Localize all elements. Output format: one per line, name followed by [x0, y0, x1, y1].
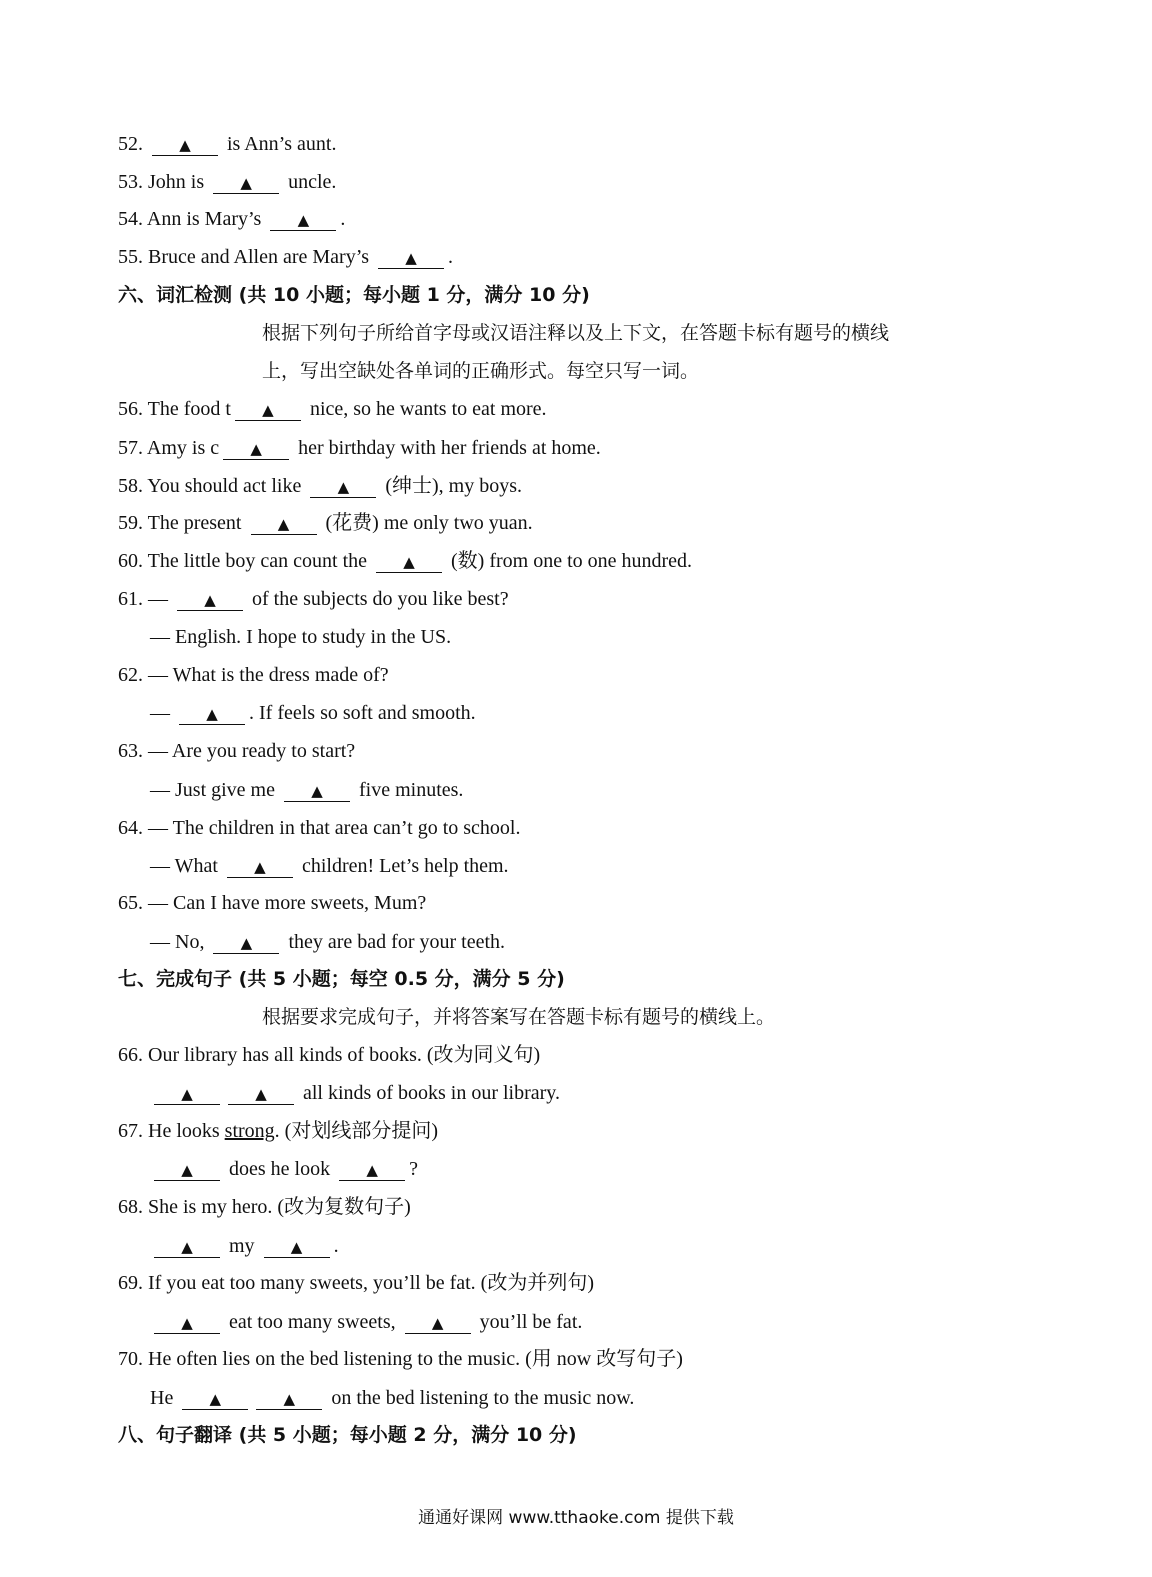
line-q55 [118, 244, 453, 270]
line-text: . [333, 1235, 339, 1257]
triangle-marker-icon: ▲ [283, 1390, 296, 1408]
line-text: nice, so he wants to eat more. [304, 398, 547, 420]
line-text: 69. If you eat too many sweets, you’ll be fat. (改为并列句) [118, 1272, 595, 1294]
line-text: 64. — The children in that area can’t go to school. [118, 817, 521, 839]
triangle-marker-icon: ▲ [204, 591, 216, 609]
line-q70a [150, 1385, 634, 1411]
line-text: 57. Amy is c [118, 437, 220, 459]
answer-blank [339, 1159, 405, 1181]
triangle-marker-icon: ▲ [254, 858, 266, 876]
line-text: . [448, 246, 454, 268]
line-text: (共 5 小题；每空 0.5 分，满分 5 分) [232, 968, 565, 990]
answer-blank [227, 856, 293, 878]
line-sec6-ins1 [262, 320, 889, 346]
line-text: you’ll be fat. [474, 1311, 583, 1333]
answer-blank [256, 1388, 322, 1410]
line-q64 [118, 815, 520, 841]
triangle-marker-icon: ▲ [240, 174, 252, 192]
line-text: children! Let’s help them. [296, 855, 509, 877]
triangle-marker-icon: ▲ [181, 1161, 193, 1179]
answer-blank [213, 932, 279, 954]
triangle-marker-icon: ▲ [431, 1314, 444, 1332]
line-text: 52. [118, 133, 148, 155]
line-q57 [118, 435, 601, 461]
line-q69a [150, 1309, 582, 1335]
triangle-marker-icon: ▲ [297, 211, 310, 229]
answer-blank [376, 551, 442, 573]
line-text: 61. — [118, 588, 173, 610]
line-text: 66. Our library has all kinds of books. (改为同义句) [118, 1044, 541, 1066]
line-text: (数) from one to one hundred. [446, 550, 693, 572]
line-q58 [118, 473, 522, 499]
line-text: . If feels so soft and smooth. [249, 702, 476, 724]
line-text: my [224, 1235, 260, 1257]
answer-blank [235, 399, 301, 421]
line-text: . [340, 208, 346, 230]
line-text: does he look [224, 1158, 336, 1180]
line-text: 六、词汇检测 [118, 284, 233, 306]
line-text: all kinds of books in our library. [298, 1082, 561, 1104]
answer-blank [284, 780, 350, 802]
triangle-marker-icon: ▲ [255, 1085, 267, 1103]
triangle-marker-icon: ▲ [366, 1161, 378, 1179]
page-footer: 通通好课网 www.tthaoke.com 提供下载 [418, 1508, 734, 1528]
line-q66a [150, 1080, 560, 1106]
line-text: 65. — Can I have more sweets, Mum? [118, 892, 427, 914]
answer-blank [405, 1312, 471, 1334]
line-text: eat too many sweets, [224, 1311, 401, 1333]
answer-blank [270, 209, 336, 231]
line-q54 [118, 206, 345, 232]
triangle-marker-icon: ▲ [181, 1238, 193, 1256]
triangle-marker-icon: ▲ [262, 401, 274, 419]
line-q63a [150, 777, 463, 803]
triangle-marker-icon: ▲ [311, 782, 323, 800]
line-text: — English. I hope to study in the US. [150, 626, 452, 648]
line-text: 59. The present [118, 512, 247, 534]
line-text: her birthday with her friends at home. [293, 437, 601, 459]
line-text: 55. Bruce and Allen are Mary’s [118, 246, 375, 268]
answer-blank [378, 247, 444, 269]
answer-blank [154, 1083, 220, 1105]
triangle-marker-icon: ▲ [405, 249, 417, 267]
triangle-marker-icon: ▲ [250, 440, 262, 458]
line-q66 [118, 1042, 540, 1068]
line-text: is Ann’s aunt. [222, 133, 337, 155]
line-text: 54. Ann is Mary’s [118, 208, 267, 230]
line-text: — [150, 702, 175, 724]
line-text: ? [409, 1158, 418, 1180]
line-q68 [118, 1194, 411, 1220]
answer-blank [213, 172, 279, 194]
line-text: they are bad for your teeth. [283, 931, 506, 953]
line-text: — No, [150, 931, 210, 953]
line-text: 58. You should act like [118, 475, 307, 497]
line-q61a [150, 624, 451, 650]
answer-blank [223, 438, 289, 460]
line-text: 53. John is [118, 171, 210, 193]
line-q69 [118, 1270, 594, 1296]
triangle-marker-icon: ▲ [181, 1085, 193, 1103]
line-q60 [118, 548, 692, 574]
triangle-marker-icon: ▲ [206, 705, 218, 723]
line-text: 70. He often lies on the bed listening to the music. (用 now 改写句子) [118, 1348, 683, 1370]
line-text: uncle. [283, 171, 337, 193]
line-text: 七、完成句子 [118, 968, 233, 990]
line-text: — Just give me [150, 779, 280, 801]
answer-blank [179, 703, 245, 725]
line-text: (绅士), my boys. [380, 475, 523, 497]
triangle-marker-icon: ▲ [181, 1314, 193, 1332]
line-sec7 [118, 966, 565, 992]
answer-blank [310, 476, 376, 498]
line-text: 56. The food t [118, 398, 231, 420]
triangle-marker-icon: ▲ [277, 515, 290, 533]
line-q65 [118, 890, 426, 916]
line-sec6 [118, 282, 590, 308]
line-text: (共 10 小题；每小题 1 分，满分 10 分) [232, 284, 590, 306]
answer-blank [152, 134, 218, 156]
line-text: — What [150, 855, 223, 877]
answer-blank [154, 1159, 220, 1181]
line-text: (花费) me only two yuan. [320, 512, 533, 534]
triangle-marker-icon: ▲ [337, 478, 350, 496]
triangle-marker-icon: ▲ [179, 136, 191, 154]
answer-blank [177, 589, 243, 611]
answer-blank [154, 1236, 220, 1258]
triangle-marker-icon: ▲ [290, 1238, 303, 1256]
line-text: on the bed listening to the music now. [326, 1387, 635, 1409]
line-sec8 [118, 1422, 577, 1448]
line-q67 [118, 1118, 438, 1144]
line-q64a [150, 853, 509, 879]
line-text: He [150, 1387, 179, 1409]
answer-blank [154, 1312, 220, 1334]
line-sec7-ins [262, 1004, 775, 1030]
triangle-marker-icon: ▲ [403, 553, 415, 571]
line-q56 [118, 396, 547, 422]
line-sec6-ins2 [262, 358, 699, 384]
line-text: five minutes. [354, 779, 464, 801]
line-q59 [118, 510, 533, 536]
line-text: of the subjects do you like best? [247, 588, 509, 610]
triangle-marker-icon: ▲ [209, 1390, 222, 1408]
line-q61 [118, 586, 509, 612]
answer-blank [228, 1083, 294, 1105]
line-q62a [150, 700, 476, 726]
line-text: 根据下列句子所给首字母或汉语注释以及上下文，在答题卡标有题号的横线 [262, 322, 890, 344]
line-text: 根据要求完成句子，并将答案写在答题卡标有题号的横线上。 [262, 1006, 776, 1028]
line-text: 62. — What is the dress made of? [118, 664, 389, 686]
triangle-marker-icon: ▲ [240, 934, 253, 952]
line-text: 60. The little boy can count the [118, 550, 373, 572]
answer-blank [182, 1388, 248, 1410]
line-q52 [118, 131, 336, 157]
line-text: 67. He looks [118, 1120, 225, 1142]
line-q62 [118, 662, 389, 688]
line-text: . (对划线部分提问) [274, 1120, 438, 1142]
answer-blank [264, 1236, 330, 1258]
line-q53 [118, 169, 336, 195]
line-text: 63. — Are you ready to start? [118, 740, 356, 762]
line-text: 68. She is my hero. (改为复数句子) [118, 1196, 411, 1218]
line-text: 八、句子翻译 [118, 1424, 233, 1446]
underlined-word: strong [224, 1120, 275, 1142]
answer-blank [251, 513, 317, 535]
line-q68a [150, 1233, 339, 1259]
line-q70 [118, 1346, 683, 1372]
line-text: (共 5 小题；每小题 2 分，满分 10 分) [232, 1424, 577, 1446]
line-text: 上，写出空缺处各单词的正确形式。每空只写一词。 [262, 360, 700, 382]
line-q67a [150, 1156, 418, 1182]
line-q65a [150, 929, 505, 955]
line-q63 [118, 738, 355, 764]
